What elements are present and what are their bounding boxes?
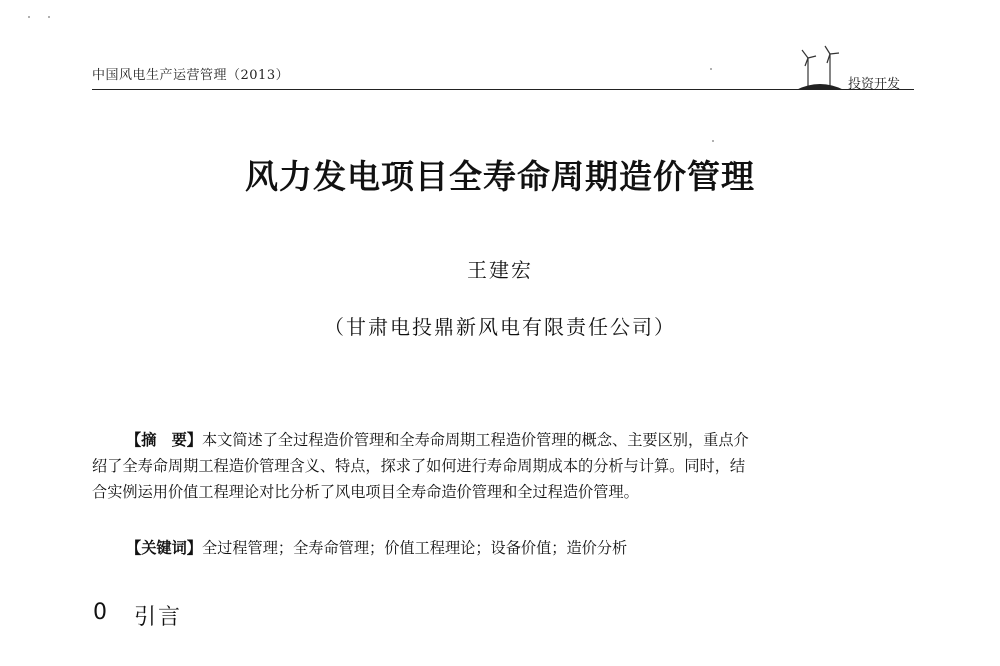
scan-speck [48,16,50,18]
abstract [92,427,912,505]
scan-speck [28,16,30,18]
abstract-line-2: 绍了全寿命周期工程造价管理含义、特点，探求了如何进行寿命周期成本的分析与计算。同时，结 [92,457,746,475]
author-name: 王建宏 [467,258,533,282]
section-title: 引言 [134,605,183,630]
keywords-text: 全过程管理；全寿命管理；价值工程理论；设备价值；造价分析 [201,539,628,557]
abstract-label: 【摘 要】 [126,431,202,449]
abstract-line-3: 合实例运用价值工程理论对比分析了风电项目全寿命造价管理和全过程造价管理。 [92,483,639,501]
scan-speck [712,140,714,142]
author-affiliation: （甘肃电投鼎新风电有限责任公司） [324,315,676,339]
keywords [126,537,627,558]
abstract-text: 本文简述了全过程造价管理和全寿命周期工程造价管理的概念、主要区别，重点介 [201,431,749,449]
article-title: 风力发电项目全寿命周期造价管理 [245,157,755,196]
column-label: 投资开发 [848,77,901,92]
section-number: 0 [93,600,107,625]
journal-header: 中国风电生产运营管理（2013） [92,68,290,83]
abstract-line-1 [92,427,912,453]
wind-turbines-icon [794,44,846,92]
keywords-label: 【关键词】 [126,539,202,557]
scan-speck [710,68,712,70]
header-divider [92,89,914,90]
